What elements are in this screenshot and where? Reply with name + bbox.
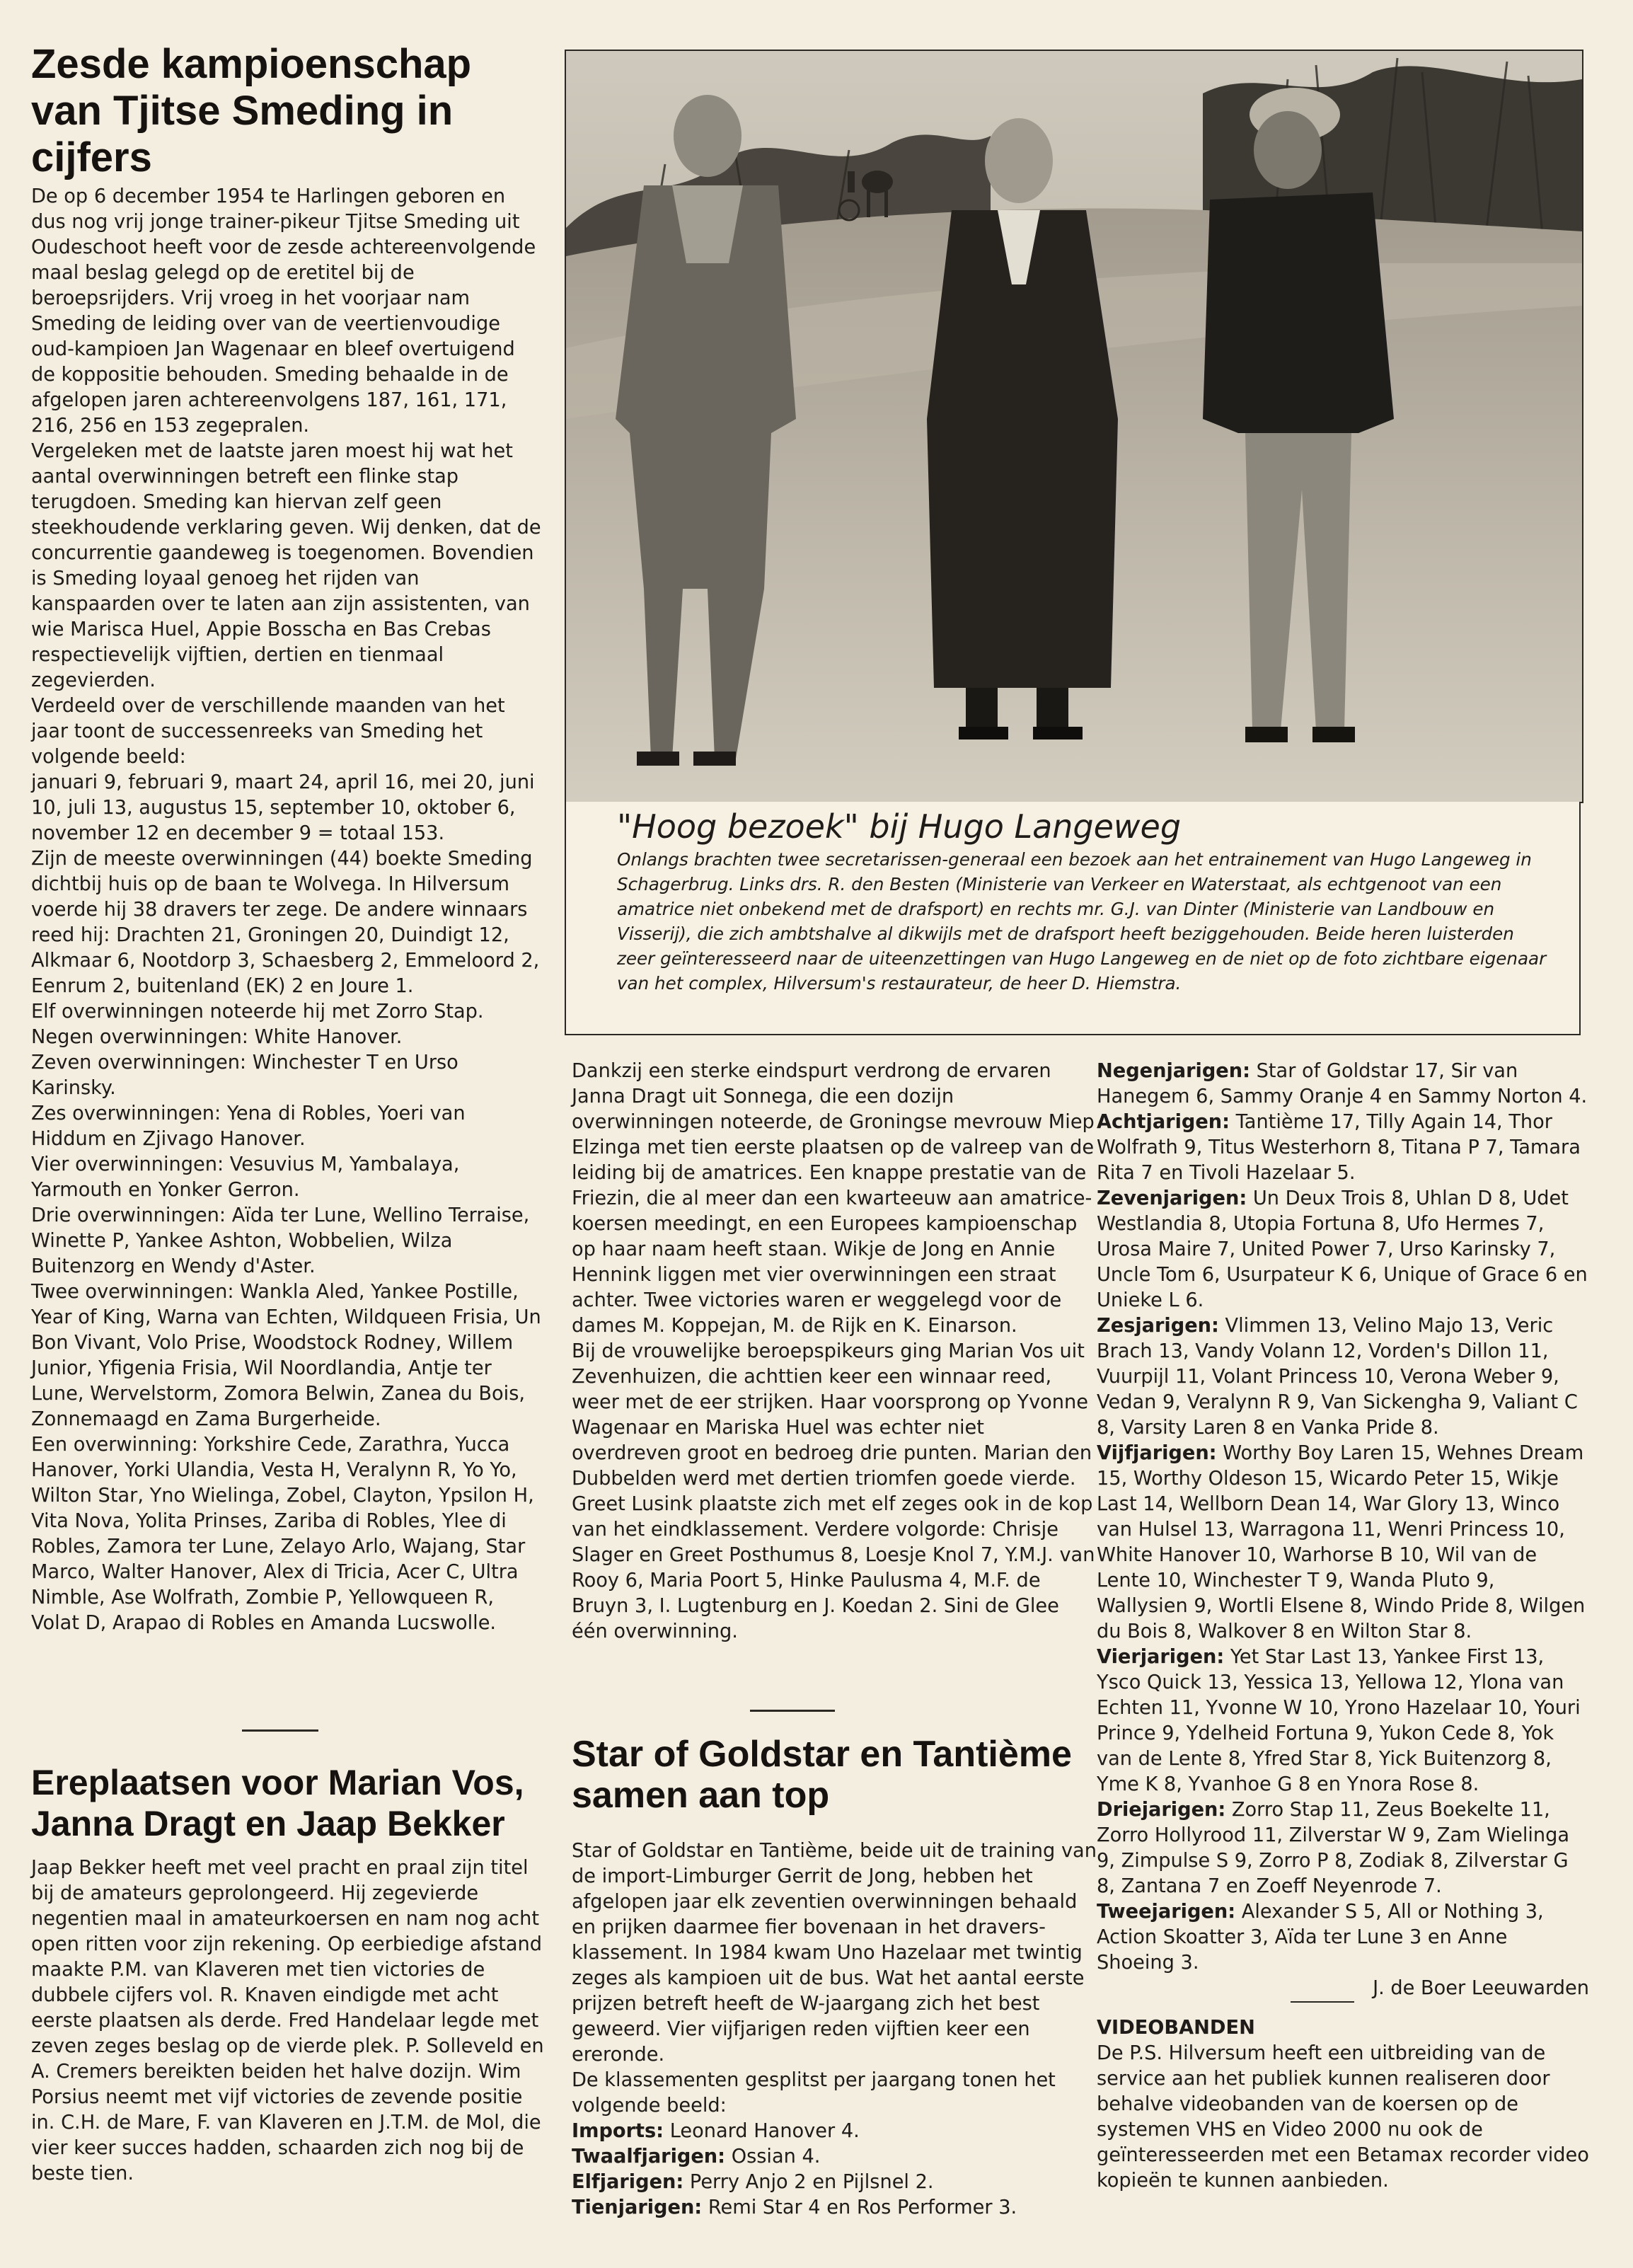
list-item: Driejarigen: Zorro Stap 11, Zeus Boekelte 11, Zorro Hollyrood 11, Zilverstar W 9, Zam Wielinga 9, Zimpulse S 9, Zorro P 8, Zodiak 8, Zilverstar G 8, Zantana 7 en Zoeff Neyenrode 7. <box>1097 1799 1570 1897</box>
list-item: Twaalfjarigen: Ossian 4. <box>572 2146 821 2168</box>
list-item: Elfjarigen: Perry Anjo 2 en Pijlsnel 2. <box>572 2171 934 2193</box>
paragraph: Elf overwinningen noteerde hij met Zorro Stap. <box>31 1001 484 1023</box>
article-headline-goldstar: Star of Goldstar en Tantième samen aan top <box>572 1734 1072 1816</box>
paragraph: Zijn de meeste overwinningen (44) boekte Smeding dichtbij huis op de baan te Wolvega. In Hilversum voerde hij 38 dravers ter zege. De andere winnaars reed hij: Drachten 21, Groningen 20, Duindigt 12, Alkmaar 6, Nootdorp 3, Schaesberg 2, Emmeloord 2, Eenrum 2, buitenland (EK) 2 en Joure 1. <box>31 848 540 997</box>
article-headline-ereplaatsen: Ereplaatsen voor Marian Vos, Janna Dragt en Jaap Bekker <box>31 1763 524 1843</box>
column-2-lower <box>572 1734 1100 2221</box>
column-1 <box>31 41 545 1636</box>
article-body-ereplaatsen <box>31 1855 545 2187</box>
klassement-list <box>1097 1059 1589 2001</box>
list-item: Negenjarigen: Star of Goldstar 17, Sir van Hanegem 6, Sammy Oranje 4 en Sammy Norton 4. <box>1097 1060 1588 1107</box>
caption-text: Onlangs brachten twee secretarissen-generaal een bezoek aan het entrainement van Hugo Langeweg in Schagerbrug. Links drs. R. den Besten (Ministerie van Verkeer en Waterstaat, als echtgenoot van een amatrice niet onbekend met de drafsport) en rechts mr. G.J. van Dinter (Ministerie van Landbouw en Visserij), die zich ambtshalve al dikwijls met de drafsport heeft beziggehouden. Beide heren luisterden zeer geïnteresseerd naar de uiteenzettingen van Hugo Langeweg en de niet op de foto zichtbare eigenaar van het complex, Hilversum's restaurateur, de heer D. Hiemstra. <box>617 849 1547 994</box>
paragraph: Verdeeld over de verschillende maanden van het jaar toont de successenreeks van Smeding het volgende beeld: <box>31 695 505 768</box>
column-3 <box>1097 1059 1589 2194</box>
section-title-videobanden: VIDEOBANDEN <box>1097 2017 1255 2039</box>
list-item: Achtjarigen: Tantième 17, Tilly Again 14, Thor Wolfrath 9, Titus Westerhorn 8, Titana P 7, Tamara Rita 7 en Tivoli Hazelaar 5. <box>1097 1111 1581 1184</box>
column-2 <box>572 1059 1100 1645</box>
paragraph: Bij de vrouwelijke beroepspikeurs ging Marian Vos uit Zevenhuizen, die achttien keer een winnaar reed, weer met de eer strijken. Haar voorsprong op Yvonne Wagenaar en Mariska Huel was echter niet overdreven groot en bedroeg drie punten. Marian den Dubbelden werd met dertien triomfen goede vierde. Greet Lusink plaatste zich met elf zeges ook in de kop van het eindklassement. Verdere volgorde: Chrisje Slager en Greet Posthumus 8, Loesje Knol 7, Y.M.J. van Rooy 6, Maria Poort 5, Hinke Paulusma 4, M.F. de Bruyn 3, I. Lugtenburg en J. Koedan 2. Sini de Glee één overwinning. <box>572 1340 1095 1642</box>
caption-title: "Hoog bezoek" bij Hugo Langeweg <box>617 807 1182 846</box>
paragraph: Twee overwinningen: Wankla Aled, Yankee Postille, Year of King, Warna van Echten, Wildqueen Frisia, Un Bon Vivant, Volo Prise, Woodstock Rodney, Willem Junior, Yfigenia Frisia, Wil Noordlandia, Antje ter Lune, Wervelstorm, Zomora Belwin, Zanea du Bois, Zonnemaagd en Zama Burgerheide. <box>31 1281 541 1430</box>
paragraph: Vier overwinningen: Vesuvius M, Yambalaya, Yarmouth en Yonker Gerron. <box>31 1153 460 1201</box>
paragraph: Star of Goldstar en Tantième, beide uit de training van de import-Limburger Gerrit de Jong, hebben het afgelopen jaar elk zeventien overwinningen behaald en prijken daarmee fier bovenaan in het dravers-klassement. In 1984 kwam Uno Hazelaar met twintig zeges als kampioen uit de bus. Wat het aantal eerste prijzen betreft heeft de W-jaargang zich het best geweerd. Vier vijfjarigen reden vijftien keer een ereronde. <box>572 1840 1097 2066</box>
list-item: Vierjarigen: Yet Star Last 13, Yankee First 13, Ysco Quick 13, Yessica 13, Yellowa 12, Ylona van Echten 11, Yvonne W 10, Yrono Hazelaar 10, Youri Prince 9, Ydelheid Fortuna 9, Yukon Cede 8, Yok van de Lente 8, Yfred Star 8, Yick Buitenzorg 8, Yme K 8, Yvanhoe G 8 en Ynora Rose 8. <box>1097 1646 1581 1795</box>
paragraph: januari 9, februari 9, maart 24, april 16, mei 20, juni 10, juli 13, augustus 15, september 10, oktober 6, november 12 en december 9 = totaal 153. <box>31 771 535 844</box>
separator-rule <box>242 1729 318 1732</box>
paragraph: De op 6 december 1954 te Harlingen geboren en dus nog vrij jonge trainer-pikeur Tjitse Smeding uit Oudeschoot heeft voor de zesde achtereenvolgende maal beslag gelegd op de eretitel bij de beroepsrijders. Vrij vroeg in het voorjaar nam Smeding de leiding over van de veertienvoudige oud-kampioen Jan Wagenaar en bleef overtuigend de koppositie behouden. Smeding behaalde in de afgelopen jaren achtereenvolgens 187, 161, 171, 216, 256 en 153 zegepralen. <box>31 185 536 437</box>
paragraph: De P.S. Hilversum heeft een uitbreiding van de service aan het publiek kunnen realiseren door behalve videobanden van de koersen op de systemen VHS en Video 2000 nu ook de geïnteresseerden met een Betamax recorder video kopieën te kunnen aanbieden. <box>1097 2042 1589 2192</box>
photo-illustration <box>566 51 1582 802</box>
list-item: Zevenjarigen: Un Deux Trois 8, Uhlan D 8, Udet Westlandia 8, Utopia Fortuna 8, Ufo Hermes 7, Urosa Maire 7, United Power 7, Urso Karinsky 7, Uncle Tom 6, Usurpateur K 6, Unique of Grace 6 en Unieke L 6. <box>1097 1187 1588 1311</box>
paragraph: Vergeleken met de laatste jaren moest hij wat het aantal overwinningen betreft een flinke stap terugdoen. Smeding kan hiervan zelf geen steekhoudende verklaring geven. Wij denken, dat de concurrentie gaandeweg is toegenomen. Bovendien is Smeding loyaal genoeg het rijden van kanspaarden over te laten aan zijn assistenten, van wie Marisca Huel, Appie Bosscha en Bas Crebas respectievelijk vijftien, dertien en tienmaal zegevierden. <box>31 440 541 691</box>
paragraph: Drie overwinningen: Aïda ter Lune, Wellino Terraise, Winette P, Yankee Ashton, Wobbelien, Wilza Buitenzorg en Wendy d'Aster. <box>31 1204 530 1277</box>
paragraph: Jaap Bekker heeft met veel pracht en praal zijn titel bij de amateurs geprolongeerd. Hij zegevierde negentien maal in amateurkoersen en nam nog acht open ritten voor zijn rekening. Op eerbiedige afstand maakte P.M. van Klaveren met tien victories de dubbele cijfers vol. R. Knaven eindigde met acht eerste plaatsen als derde. Fred Handelaar legde met zeven zeges beslag op de vierde plek. P. Solleveld en A. Cremers bereikten beiden het halve dozijn. Wim Porsius neemt met vijf victories de zevende positie in. C.H. de Mare, F. van Klaveren en J.T.M. de Mol, die vier keer succes hadden, schaarden zich nog bij de beste tien. <box>31 1857 544 2184</box>
article-body-smeding <box>31 184 545 1636</box>
paragraph: Een overwinning: Yorkshire Cede, Zarathra, Yucca Hanover, Yorki Ulandia, Vesta H, Veralynn R, Yo Yo, Wilton Star, Yno Wielinga, Zobel, Clayton, Ypsilon H, Vita Nova, Yolita Prinses, Zariba di Robles, Ylee di Robles, Zamora ter Lune, Zelayo Arlo, Wajang, Star Marco, Walter Hanover, Alex di Tricia, Acer C, Ultra Nimble, Ase Wolfrath, Zombie P, Yellowqueen R, Volat D, Arapao di Robles en Amanda Lucswolle. <box>31 1434 534 1634</box>
article-body-dragt <box>572 1059 1100 1645</box>
paragraph: Zes overwinningen: Yena di Robles, Yoeri van Hiddum en Zjivago Hanover. <box>31 1103 466 1150</box>
videobanden-section <box>1097 2015 1589 2194</box>
news-photo <box>565 50 1583 803</box>
list-item: Tienjarigen: Remi Star 4 en Ros Performer 3. <box>572 2197 1017 2218</box>
list-item: Vijfjarigen: Worthy Boy Laren 15, Wehnes Dream 15, Worthy Oldeson 15, Wicardo Peter 15, Wikje Last 14, Wellborn Dean 14, War Glory 13, Winco van Hulsel 13, Warragona 11, Wenri Princess 10, White Hanover 10, Warhorse B 10, Wil van de Lente 10, Winchester T 9, Wanda Pluto 9, Wallysien 9, Wortli Elsene 8, Windo Pride 8, Wilgen du Bois 8, Walkover 8 en Wilton Star 8. <box>1097 1442 1586 1642</box>
paragraph: De klassementen gesplitst per jaargang tonen het volgende beeld: <box>572 2069 1056 2117</box>
article-body-goldstar <box>572 1838 1100 2221</box>
paragraph: Dankzij een sterke eindspurt verdrong de ervaren Janna Dragt uit Sonnega, die een dozijn overwinningen noteerde, de Groningse mevrouw Miep Elzinga met tien eerste plaatsen op de valreep van de leiding bij de amatrices. Een knappe prestatie van de Friezin, die al meer dan een kwarteeuw aan amatrice-koersen meedingt, en een Europees kampioenschap op haar naam heeft staan. Wikje de Jong en Annie Hennink liggen met vier overwinningen een straat achter. Twee victories waren er weggelegd voor de dames M. Koppejan, M. de Rijk en K. Einarson. <box>572 1060 1095 1337</box>
author-signature: J. de Boer Leeuwarden <box>1373 1977 1589 1999</box>
separator-rule <box>1291 2001 1354 2003</box>
paragraph: Negen overwinningen: White Hanover. <box>31 1026 403 1048</box>
list-item: Imports: Leonard Hanover 4. <box>572 2120 860 2142</box>
list-item: Tweejarigen: Alexander S 5, All or Nothing 3, Action Skoatter 3, Aïda ter Lune 3 en Anne Shoeing 3. <box>1097 1901 1544 1974</box>
list-item: Zesjarigen: Vlimmen 13, Velino Majo 13, Veric Brach 13, Vandy Volann 12, Vorden's Dillon 11, Vuurpijl 11, Volant Princess 10, Verona Weber 9, Vedan 9, Veralynn R 9, Van Sickengha 9, Valiant C 8, Varsity Laren 8 en Vanka Pride 8. <box>1097 1315 1578 1439</box>
signature <box>1097 1976 1589 2001</box>
separator-rule <box>750 1710 835 1712</box>
photo-caption <box>565 802 1581 1035</box>
article-headline-smeding: Zesde kampioenschap van Tjitse Smeding in cijfers <box>31 41 472 180</box>
paragraph: Zeven overwinningen: Winchester T en Urso Karinsky. <box>31 1052 458 1099</box>
column-1-lower <box>31 1762 545 2187</box>
